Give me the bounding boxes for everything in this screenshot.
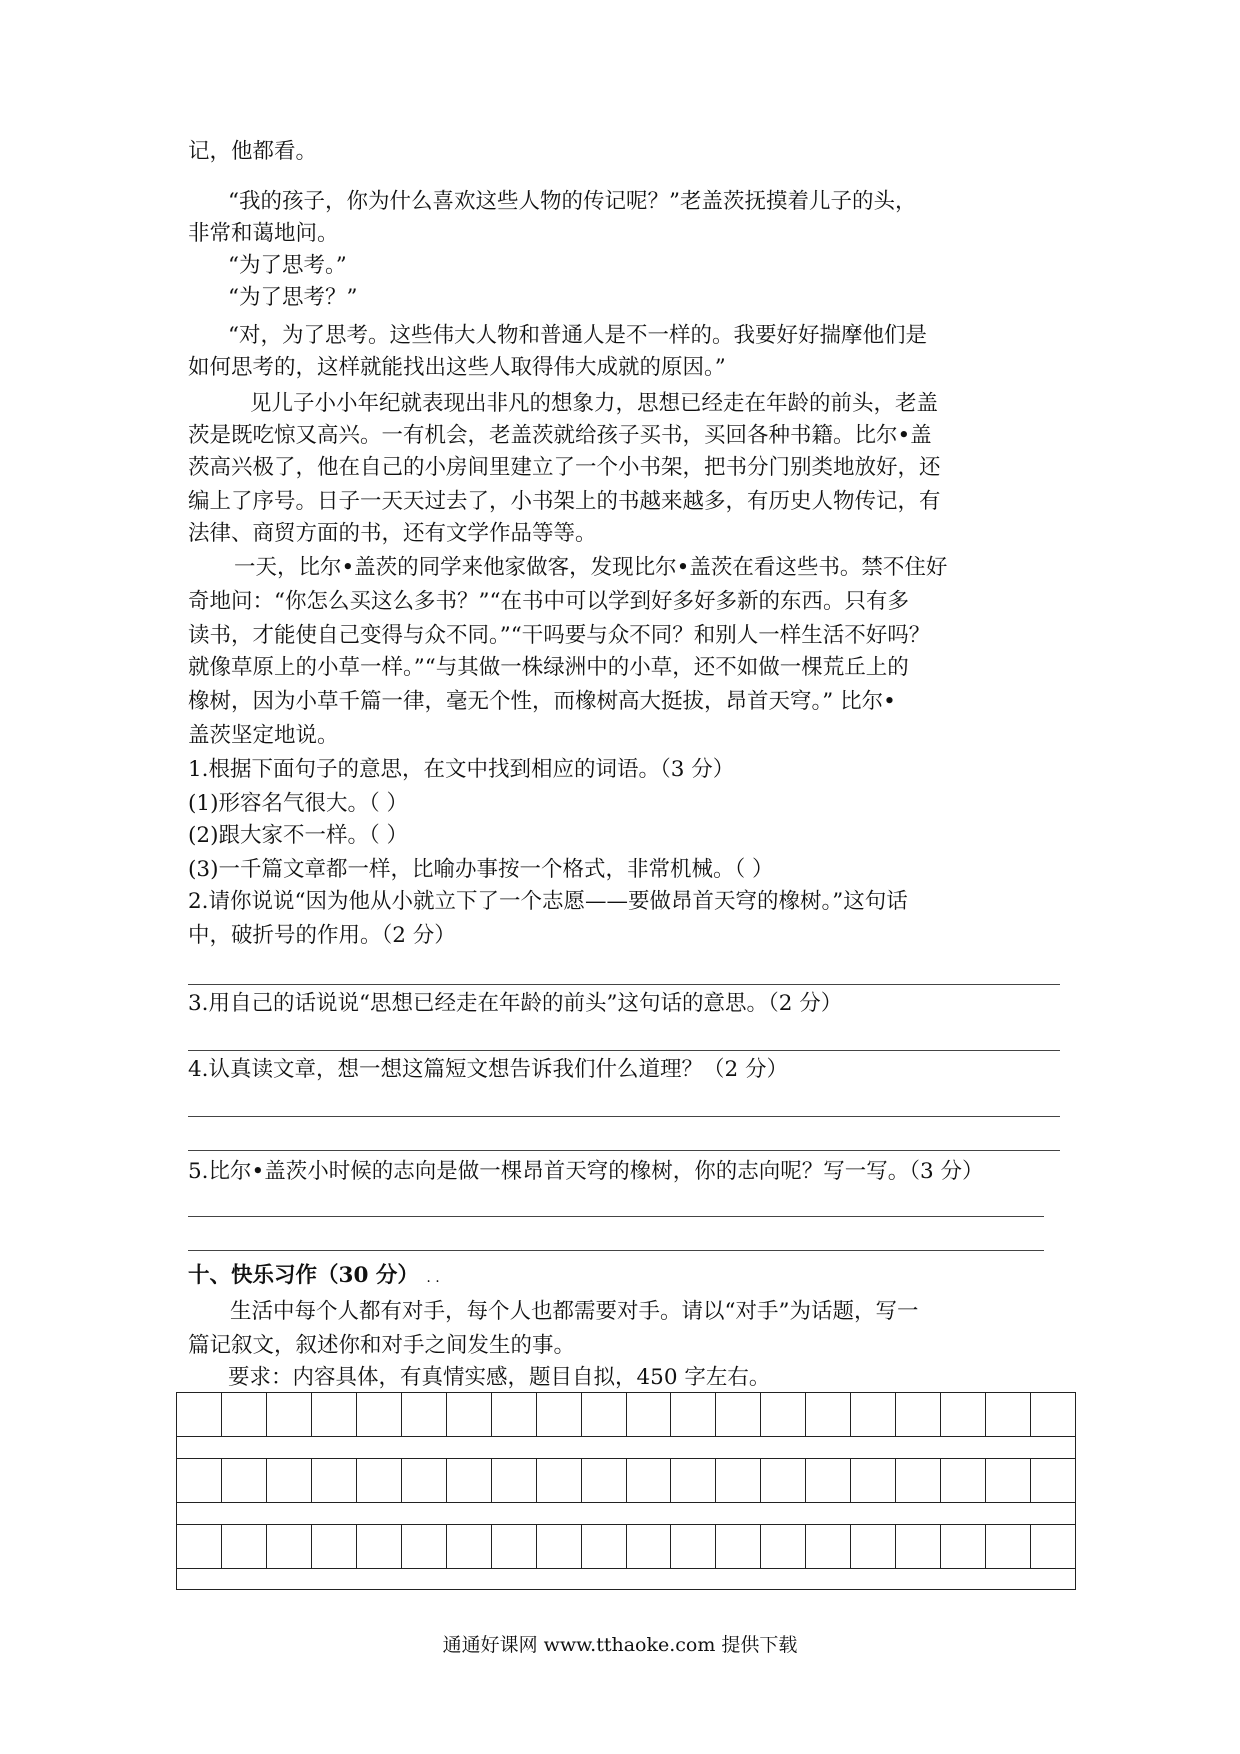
grid-cell[interactable]	[627, 1393, 672, 1436]
grid-cell[interactable]	[357, 1393, 402, 1436]
grid-cell[interactable]	[806, 1393, 851, 1436]
grid-cell[interactable]	[537, 1525, 582, 1568]
grid-cell[interactable]	[896, 1393, 941, 1436]
grid-cell[interactable]	[222, 1393, 267, 1436]
answer-line[interactable]	[188, 1150, 1060, 1151]
grid-cell[interactable]	[896, 1525, 941, 1568]
question-5: 5.比尔•盖茨小时候的志向是做一棵昂首天穹的橡树，你的志向呢？写一写。（3 分）	[188, 1159, 984, 1184]
grid-cell[interactable]	[267, 1459, 312, 1502]
grid-cell[interactable]	[267, 1393, 312, 1436]
grid-cell[interactable]	[582, 1393, 627, 1436]
passage-line: 法律、商贸方面的书，还有文学作品等等。	[188, 521, 597, 546]
passage-line: “为了思考。”	[228, 253, 347, 278]
section-heading	[188, 1260, 440, 1294]
grid-cell[interactable]	[671, 1459, 716, 1502]
grid-cell[interactable]	[806, 1525, 851, 1568]
grid-cell[interactable]	[582, 1459, 627, 1502]
grid-cell[interactable]	[761, 1459, 806, 1502]
grid-cell[interactable]	[986, 1525, 1031, 1568]
grid-cell[interactable]	[222, 1525, 267, 1568]
grid-spacer	[176, 1502, 1076, 1524]
footer-credit: 通通好课网 www.tthaoke.com 提供下载	[442, 1634, 798, 1656]
grid-row[interactable]	[176, 1392, 1076, 1436]
passage-line: 记，他都看。	[188, 139, 318, 164]
grid-cell[interactable]	[941, 1525, 986, 1568]
grid-cell[interactable]	[986, 1459, 1031, 1502]
grid-cell[interactable]	[537, 1459, 582, 1502]
writing-grid[interactable]	[176, 1392, 1076, 1590]
grid-cell[interactable]	[177, 1459, 222, 1502]
question-2: 中，破折号的作用。（2 分）	[188, 923, 456, 948]
passage-line: 茨是既吃惊又高兴。一有机会，老盖茨就给孩子买书，买回各种书籍。比尔•盖	[188, 423, 932, 448]
grid-cell[interactable]	[312, 1459, 357, 1502]
grid-cell[interactable]	[582, 1525, 627, 1568]
passage-line: 如何思考的，这样就能找出这些人取得伟大成就的原因。”	[188, 355, 726, 380]
passage-line: 奇地问：“你怎么买这么多书？”“在书中可以学到好多好多新的东西。只有多	[188, 589, 909, 614]
composition-requirement: 要求：内容具体，有真情实感，题目自拟，450 字左右。	[228, 1365, 771, 1390]
grid-row[interactable]	[176, 1458, 1076, 1502]
grid-spacer	[176, 1568, 1076, 1590]
grid-spacer	[176, 1436, 1076, 1458]
passage-line: 就像草原上的小草一样。”“与其做一株绿洲中的小草，还不如做一棵荒丘上的	[188, 655, 909, 680]
grid-cell[interactable]	[312, 1393, 357, 1436]
passage-line: 非常和蔼地问。	[188, 221, 339, 246]
passage-line: “我的孩子，你为什么喜欢这些人物的传记呢？”老盖茨抚摸着儿子的头，	[228, 189, 917, 214]
composition-prompt: 生活中每个人都有对手，每个人也都需要对手。请以“对手”为话题，写一	[230, 1299, 919, 1324]
grid-cell[interactable]	[671, 1525, 716, 1568]
grid-cell[interactable]	[447, 1393, 492, 1436]
passage-line: 编上了序号。日子一天天过去了，小书架上的书越来越多，有历史人物传记，有	[188, 489, 941, 514]
grid-cell[interactable]	[492, 1393, 537, 1436]
grid-cell[interactable]	[447, 1459, 492, 1502]
passage-line: 橡树，因为小草千篇一律，毫无个性，而橡树高大挺拔，昂首天穹。” 比尔•	[188, 689, 896, 714]
answer-line[interactable]	[188, 1216, 1044, 1217]
grid-cell[interactable]	[1031, 1459, 1075, 1502]
grid-cell[interactable]	[761, 1393, 806, 1436]
passage-line: 读书，才能使自己变得与众不同。”“干吗要与众不同？和别人一样生活不好吗？	[188, 623, 931, 648]
grid-cell[interactable]	[986, 1393, 1031, 1436]
grid-cell[interactable]	[537, 1393, 582, 1436]
answer-line[interactable]	[188, 1050, 1060, 1051]
grid-cell[interactable]	[851, 1393, 896, 1436]
grid-cell[interactable]	[1031, 1525, 1075, 1568]
grid-cell[interactable]	[177, 1393, 222, 1436]
grid-cell[interactable]	[851, 1525, 896, 1568]
grid-cell[interactable]	[492, 1459, 537, 1502]
grid-cell[interactable]	[627, 1525, 672, 1568]
grid-cell[interactable]	[492, 1525, 537, 1568]
heading-dots: . .	[426, 1270, 440, 1286]
passage-line: 茨高兴极了，他在自己的小房间里建立了一个小书架，把书分门别类地放好，还	[188, 455, 941, 480]
grid-cell[interactable]	[222, 1459, 267, 1502]
grid-cell[interactable]	[896, 1459, 941, 1502]
grid-cell[interactable]	[716, 1459, 761, 1502]
grid-cell[interactable]	[806, 1459, 851, 1502]
grid-cell[interactable]	[627, 1459, 672, 1502]
composition-prompt: 篇记叙文，叙述你和对手之间发生的事。	[188, 1333, 576, 1358]
grid-cell[interactable]	[716, 1525, 761, 1568]
answer-line[interactable]	[188, 1250, 1044, 1251]
question-2: 2.请你说说“因为他从小就立下了一个志愿——要做昂首天穹的橡树。”这句话	[188, 889, 908, 914]
question-1-item-1: (1)形容名气很大。（ ）	[188, 791, 409, 816]
grid-cell[interactable]	[177, 1525, 222, 1568]
question-4: 4.认真读文章，想一想这篇短文想告诉我们什么道理？（2 分）	[188, 1057, 789, 1082]
grid-row[interactable]	[176, 1524, 1076, 1568]
section-heading-text: 十、快乐习作（30 分）	[188, 1263, 419, 1288]
passage-line: 见儿子小小年纪就表现出非凡的想象力，思想已经走在年龄的前头，老盖	[250, 391, 939, 416]
passage-line: 一天，比尔•盖茨的同学来他家做客，发现比尔•盖茨在看这些书。禁不住好	[234, 555, 948, 580]
question-1: 1.根据下面句子的意思，在文中找到相应的词语。（3 分）	[188, 757, 735, 782]
passage-line: “为了思考？”	[228, 285, 358, 310]
grid-cell[interactable]	[671, 1393, 716, 1436]
answer-line[interactable]	[188, 984, 1060, 985]
grid-cell[interactable]	[941, 1459, 986, 1502]
grid-cell[interactable]	[941, 1393, 986, 1436]
grid-cell[interactable]	[402, 1459, 447, 1502]
grid-cell[interactable]	[851, 1459, 896, 1502]
grid-cell[interactable]	[357, 1525, 402, 1568]
question-1-item-3: (3)一千篇文章都一样，比喻办事按一个格式，非常机械。（ ）	[188, 857, 774, 882]
grid-cell[interactable]	[1031, 1393, 1075, 1436]
grid-cell[interactable]	[402, 1525, 447, 1568]
grid-cell[interactable]	[357, 1459, 402, 1502]
grid-cell[interactable]	[402, 1393, 447, 1436]
grid-cell[interactable]	[312, 1525, 357, 1568]
grid-cell[interactable]	[267, 1525, 312, 1568]
passage-line: 盖茨坚定地说。	[188, 723, 339, 748]
question-1-item-2: (2)跟大家不一样。（ ）	[188, 823, 409, 848]
question-3: 3.用自己的话说说“思想已经走在年龄的前头”这句话的意思。（2 分）	[188, 991, 843, 1016]
grid-cell[interactable]	[447, 1525, 492, 1568]
grid-cell[interactable]	[761, 1525, 806, 1568]
grid-cell[interactable]	[716, 1393, 761, 1436]
answer-line[interactable]	[188, 1116, 1060, 1117]
passage-line: “对，为了思考。这些伟大人物和普通人是不一样的。我要好好揣摩他们是	[228, 323, 927, 348]
